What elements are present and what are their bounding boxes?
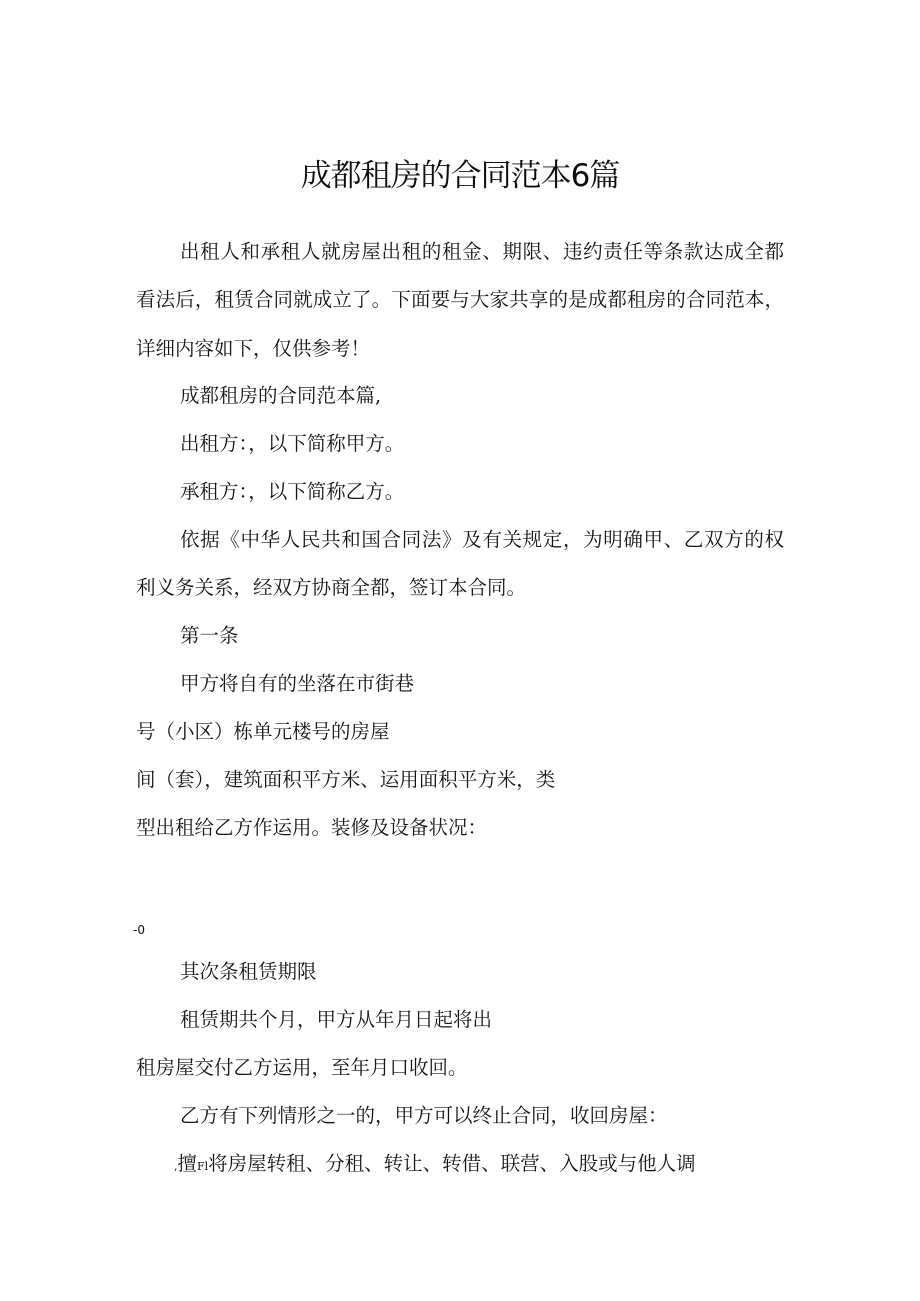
article2-line-1: 租赁期共个月，甲方从年月日起将出 (180, 1008, 493, 1031)
article1-line-2: 号（小区）栋单元楼号的房屋 (136, 720, 390, 743)
intro-line-2: 看法后，租赁合同就成立了。下面要与大家共享的是成都租房的合同范本， (136, 288, 784, 311)
intro-line-3: 详细内容如下，仅供参考！ (136, 337, 371, 360)
basis-line-2: 利义务关系，经双方协商全都，签订本合同。 (136, 576, 527, 599)
item-prefix-mark: , (174, 1160, 178, 1173)
item-text: 将房屋转租、分租、转让、转借、联营、入股或与他人调 (208, 1152, 696, 1175)
termination-item (174, 1150, 696, 1181)
basis-line-1: 依据《中华人民共和国合同法》及有关规定，为明确甲、乙双方的权 (180, 528, 784, 551)
lessor-line: 出租方：，以下简称甲方。 (180, 432, 405, 455)
scan-artifact-mark: -0 (133, 923, 145, 937)
document-title: 成都租房的合同范本6篇 (300, 158, 620, 194)
item-marker: Fl (197, 1160, 209, 1173)
section-heading: 成都租房的合同范本篇, (180, 384, 382, 407)
article2-heading: 其次条租赁期限 (180, 960, 317, 983)
lessee-line: 承租方：，以下简称乙方。 (180, 480, 405, 503)
article1-line-3: 间（套），建筑面积平方米、运用面积平方米，类 (136, 768, 556, 791)
article2-line-2: 租房屋交付乙方运用，至年月口收回。 (136, 1056, 468, 1079)
termination-intro: 乙方有下列情形之一的，甲方可以终止合同，收回房屋： (180, 1104, 668, 1127)
article1-heading: 第一条 (180, 624, 239, 647)
intro-line-1: 出租人和承租人就房屋出租的租金、期限、违约责任等条款达成全都 (180, 240, 784, 263)
item-word: 擅 (177, 1152, 198, 1175)
article1-line-4: 型出租给乙方作运用。装修及设备状况： (136, 816, 488, 839)
article1-line-1: 甲方将自有的坐落在市街巷 (180, 672, 415, 695)
